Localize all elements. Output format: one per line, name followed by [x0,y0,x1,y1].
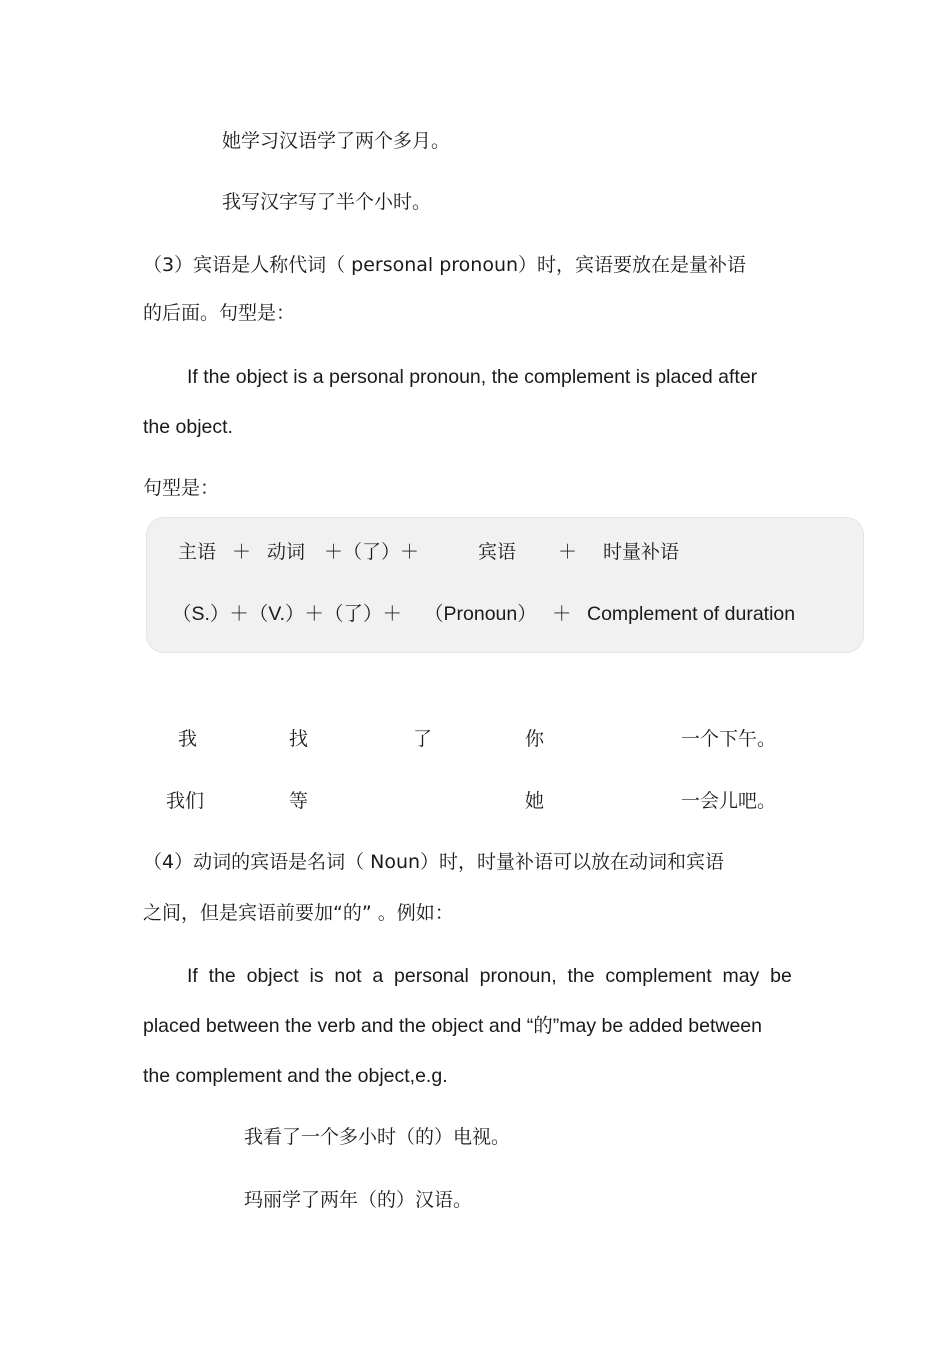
rule4-english-line2: placed between the verb and the object and “的”may be added between [143,1015,763,1037]
example-row2-subject: 我们 [166,790,205,812]
pattern-en-complement: Complement of duration [587,603,796,625]
rule3-english-line2: the object. [143,416,233,438]
sentence-pattern-box [146,517,864,653]
example-row1-subject: 我 [178,728,198,750]
example-sentence-4: 玛丽学了两年（的）汉语。 [244,1189,473,1211]
pattern-verb: 动词 [267,541,306,563]
rule4-english-line1: If the object is not a personal pronoun, the complement may be [187,965,792,987]
rule3-english-line1: If the object is a personal pronoun, the complement is placed after [187,366,758,388]
example-sentence-2: 我写汉字写了半个小时。 [222,191,432,213]
example-sentence-1: 她学习汉语学了两个多月。 [222,130,451,152]
pattern-object: 宾语 [478,541,517,563]
rule4-chinese-line1: （4）动词的宾语是名词（ Noun）时，时量补语可以放在动词和宾语 [143,851,725,873]
pattern-le: ＋（了）＋ [324,541,420,563]
pattern-plus: ＋ [232,541,252,563]
rule4-english-line3: the complement and the object,e.g. [143,1065,448,1087]
example-row1-object: 你 [525,728,545,750]
rule3-chinese-line2: 的后面。句型是： [143,302,296,324]
rule3-chinese-line1: （3）宾语是人称代词（ personal pronoun）时，宾语要放在是量补语 [143,254,747,276]
example-row2-verb: 等 [289,790,309,812]
example-row1-le: 了 [413,728,433,750]
example-row1-verb: 找 [289,728,309,750]
pattern-plus: ＋ [558,541,578,563]
pattern-en-plus: ＋ [552,603,572,625]
pattern-subject: 主语 [178,541,217,563]
pattern-complement: 时量补语 [603,541,680,563]
example-row2-object: 她 [525,790,545,812]
pattern-en-pronoun: （Pronoun） [424,603,537,625]
pattern-en-sv: （S.）＋（V.）＋（了）＋ [172,603,403,625]
example-row2-complement: 一会儿吧。 [681,790,777,812]
pattern-label: 句型是： [143,477,220,499]
rule4-chinese-line2: 之间，但是宾语前要加“的” 。例如： [143,902,454,924]
example-row1-complement: 一个下午。 [681,728,777,750]
example-sentence-3: 我看了一个多小时（的）电视。 [244,1126,511,1148]
